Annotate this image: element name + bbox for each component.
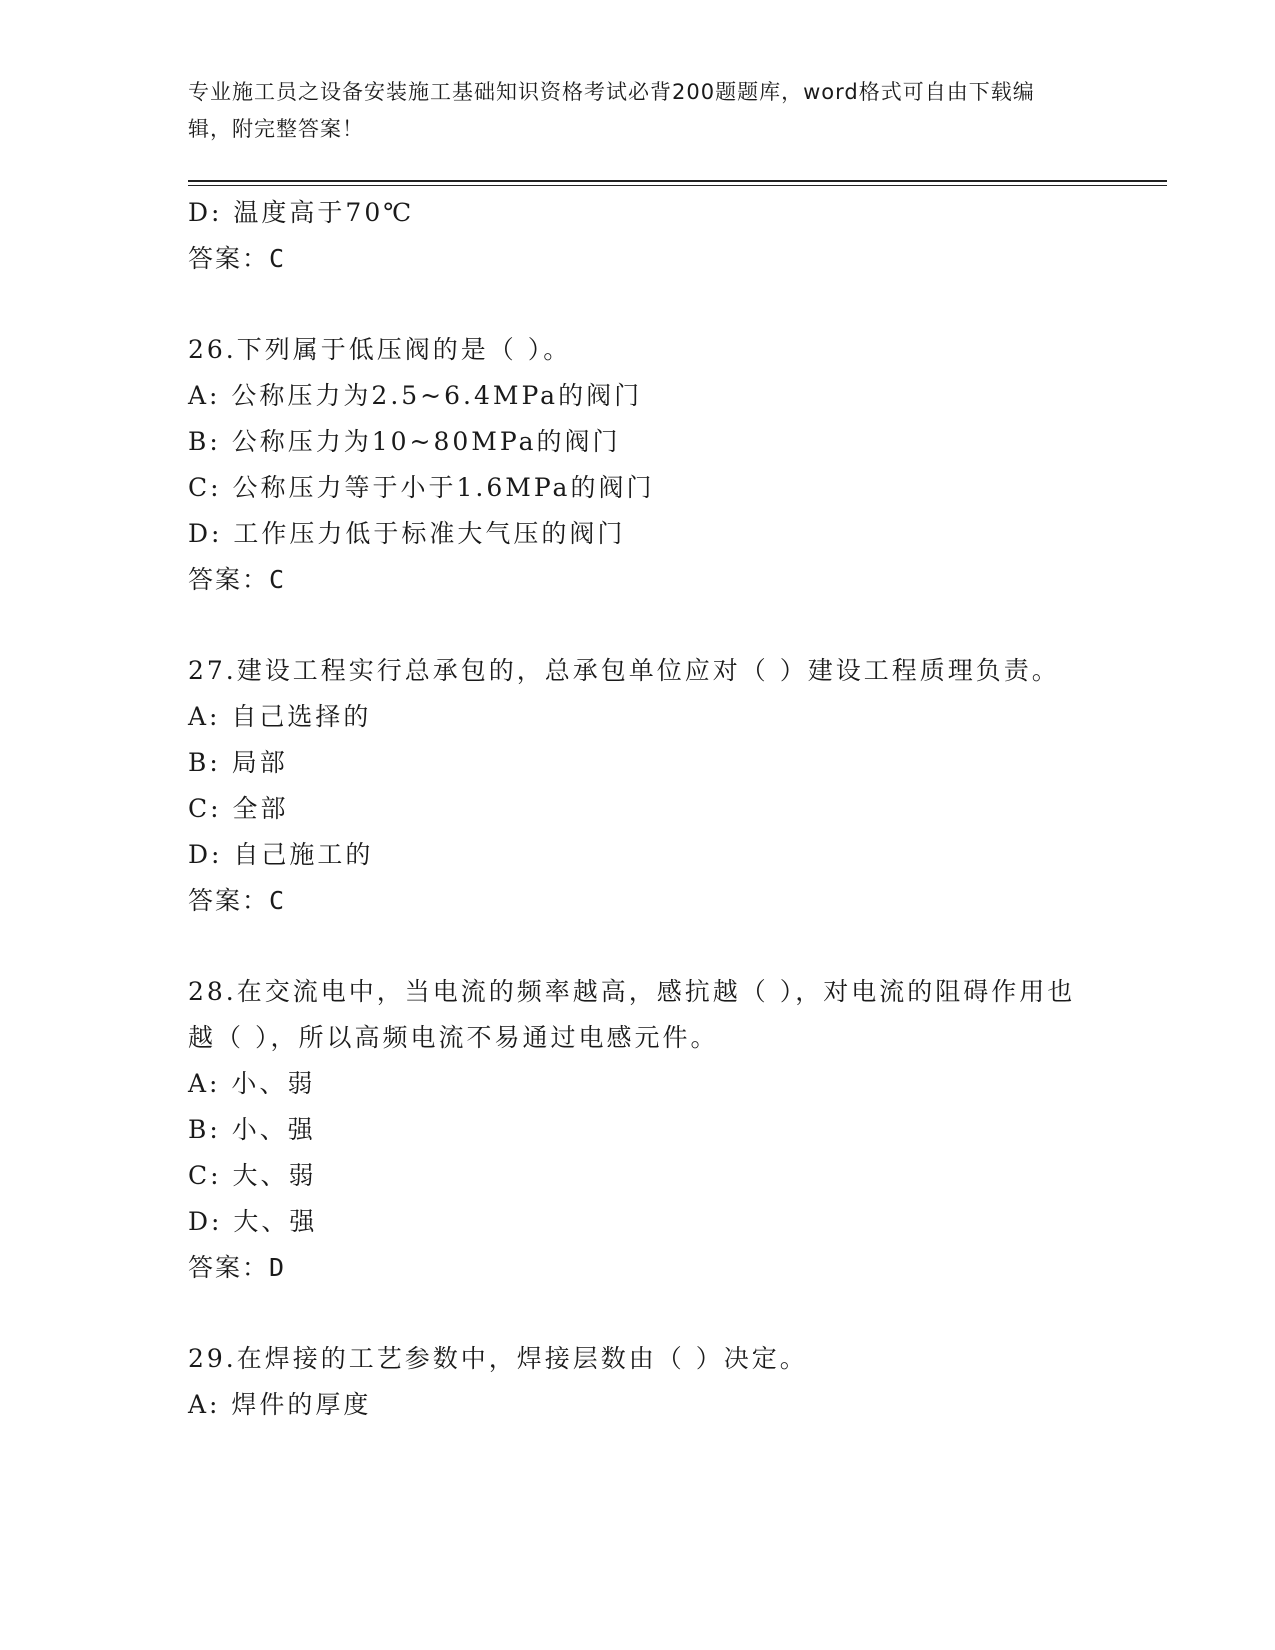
answer-value: D — [269, 1253, 287, 1282]
answer-label: 答案： — [188, 244, 270, 273]
option-d: D: 自己施工的 — [188, 840, 374, 869]
option-d: D: 工作压力低于标准大气压的阀门 — [188, 519, 626, 548]
answer-value: C — [269, 244, 287, 273]
question-28 — [188, 969, 1078, 1291]
question-stem: 28.在交流电中，当电流的频率越高，感抗越（ ），对电流的阻碍作用也越（ ），所以高频电流不易通过电感元件。 — [188, 977, 1076, 1052]
answer-label: 答案： — [188, 1253, 270, 1282]
option-d: D: 温度高于70℃ — [188, 198, 415, 227]
question-stem: 29.在焊接的工艺参数中，焊接层数由（ ）决定。 — [188, 1344, 808, 1373]
header-divider-thin — [188, 185, 1167, 186]
question-stem: 26.下列属于低压阀的是（ ）。 — [188, 335, 572, 364]
option-b: B: 公称压力为10~80MPa的阀门 — [188, 427, 621, 456]
option-a: A: 公称压力为2.5~6.4MPa的阀门 — [188, 381, 643, 410]
option-d: D: 大、强 — [188, 1207, 318, 1236]
question-26 — [188, 327, 1078, 603]
question-list — [188, 190, 1078, 1428]
answer-value: C — [269, 565, 287, 594]
answer-label: 答案： — [188, 565, 270, 594]
answer-line — [188, 557, 1078, 603]
option-a: A: 小、弱 — [188, 1069, 316, 1098]
answer-value: C — [269, 886, 287, 915]
option-b: B: 局部 — [188, 748, 288, 777]
question-27 — [188, 648, 1078, 924]
option-a: A: 焊件的厚度 — [188, 1390, 372, 1419]
answer-label: 答案： — [188, 886, 270, 915]
answer-line — [188, 1245, 1078, 1291]
question-stem: 27.建设工程实行总承包的，总承包单位应对（ ）建设工程质理负责。 — [188, 656, 1060, 685]
answer-line — [188, 878, 1078, 924]
option-c: C: 公称压力等于小于1.6MPa的阀门 — [188, 473, 655, 502]
option-b: B: 小、强 — [188, 1115, 316, 1144]
question-29 — [188, 1336, 1078, 1428]
option-a: A: 自己选择的 — [188, 702, 372, 731]
option-c: C: 大、弱 — [188, 1161, 317, 1190]
answer-line — [188, 236, 1078, 282]
page-header: 专业施工员之设备安装施工基础知识资格考试必背200题题库，word格式可自由下载编辑，附完整答案！ — [188, 80, 1035, 141]
header-divider-thick — [188, 180, 1167, 182]
option-c: C: 全部 — [188, 794, 289, 823]
